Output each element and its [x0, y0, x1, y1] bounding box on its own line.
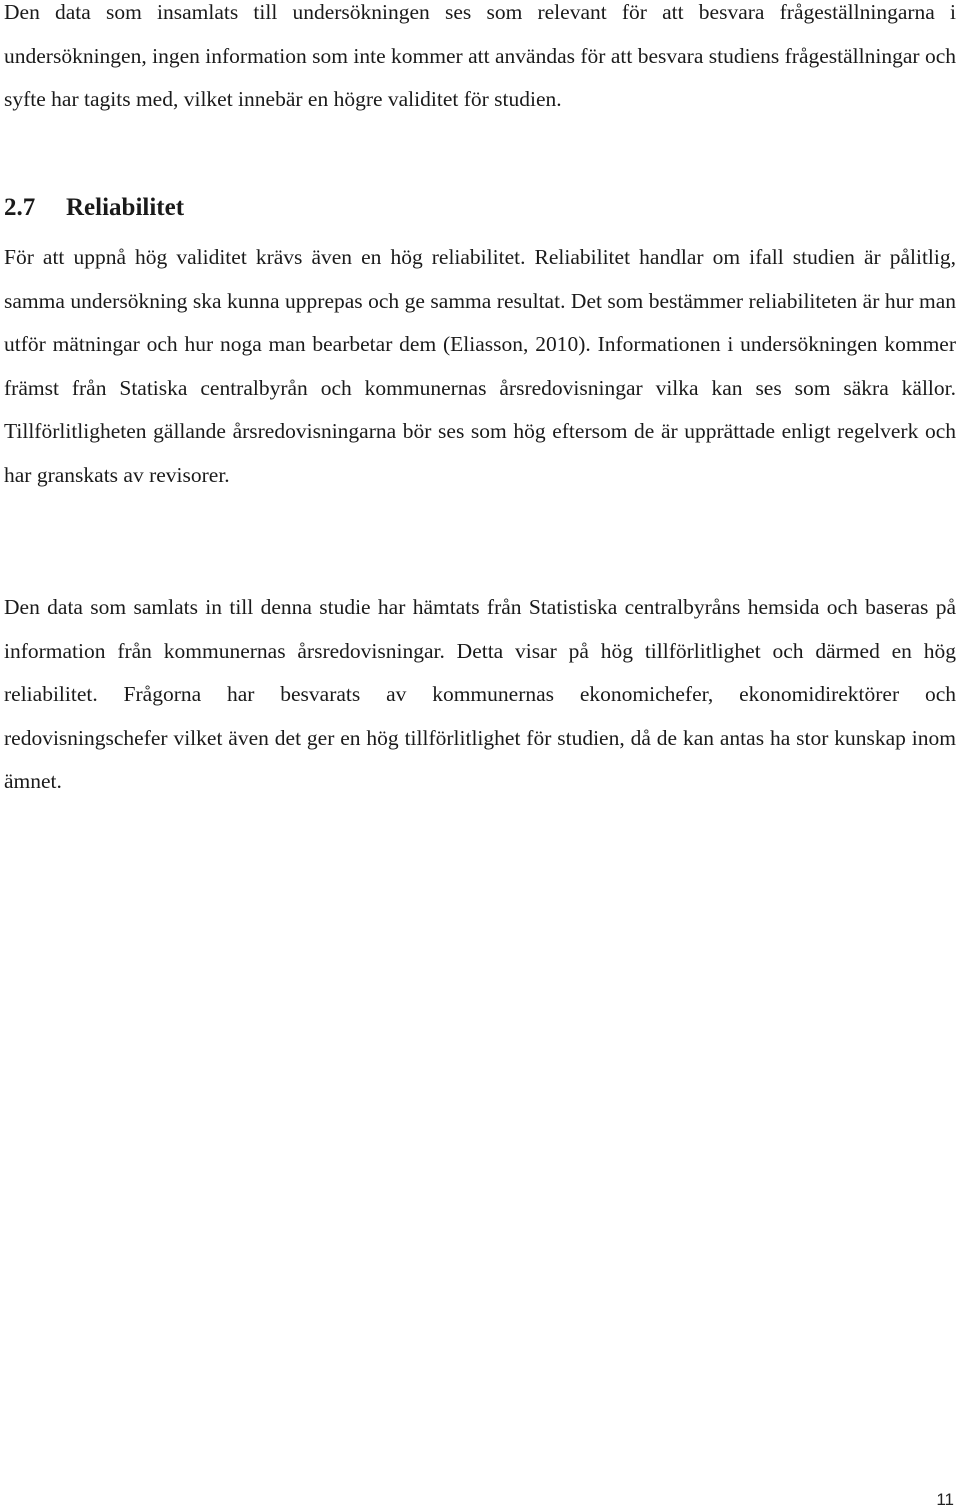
section-title: Reliabilitet	[66, 194, 185, 221]
section-heading	[4, 190, 184, 226]
section-number: 2.7	[4, 194, 36, 221]
paragraph-validity-conclusion: Den data som insamlats till undersökningen ses som relevant för att besvara frågeställningarna i undersökningen, ingen information som inte kommer att användas för att besvara studiens frågeställningar och syfte har tagits med, vilket innebär en högre validitet för studien.	[4, 0, 956, 111]
paragraph-reliability-definition: För att uppnå hög validitet krävs även en hög reliabilitet. Reliabilitet handlar om ifall studien är pålitlig, samma undersökning ska kunna upprepas och ge samma resultat. Det som bestämmer reliabiliteten är hur man utför mätningar och hur noga man bearbetar dem (Eliasson, 2010). Informationen i undersökningen kommer främst från Statiska centralbyrån och kommunernas årsredovisningar vilka kan ses som säkra källor. Tillförlitligheten gällande årsredovisningarna bör ses som hög eftersom de är upprättade enligt regelverk och har granskats av revisorer.	[4, 245, 956, 487]
paragraph-data-sources: Den data som samlats in till denna studie har hämtats från Statistiska centralbyråns hemsida och baseras på information från kommunernas årsredovisningar. Detta visar på hög tillförlitlighet och därmed en hög reliabilitet. Frågorna har besvarats av kommunernas ekonomichefer, ekonomidirektörer och redovisningschefer vilket även det ger en hög tillförlitlighet för studien, då de kan antas ha stor kunskap inom ämnet.	[4, 595, 956, 793]
page-number: 11	[936, 1490, 954, 1509]
